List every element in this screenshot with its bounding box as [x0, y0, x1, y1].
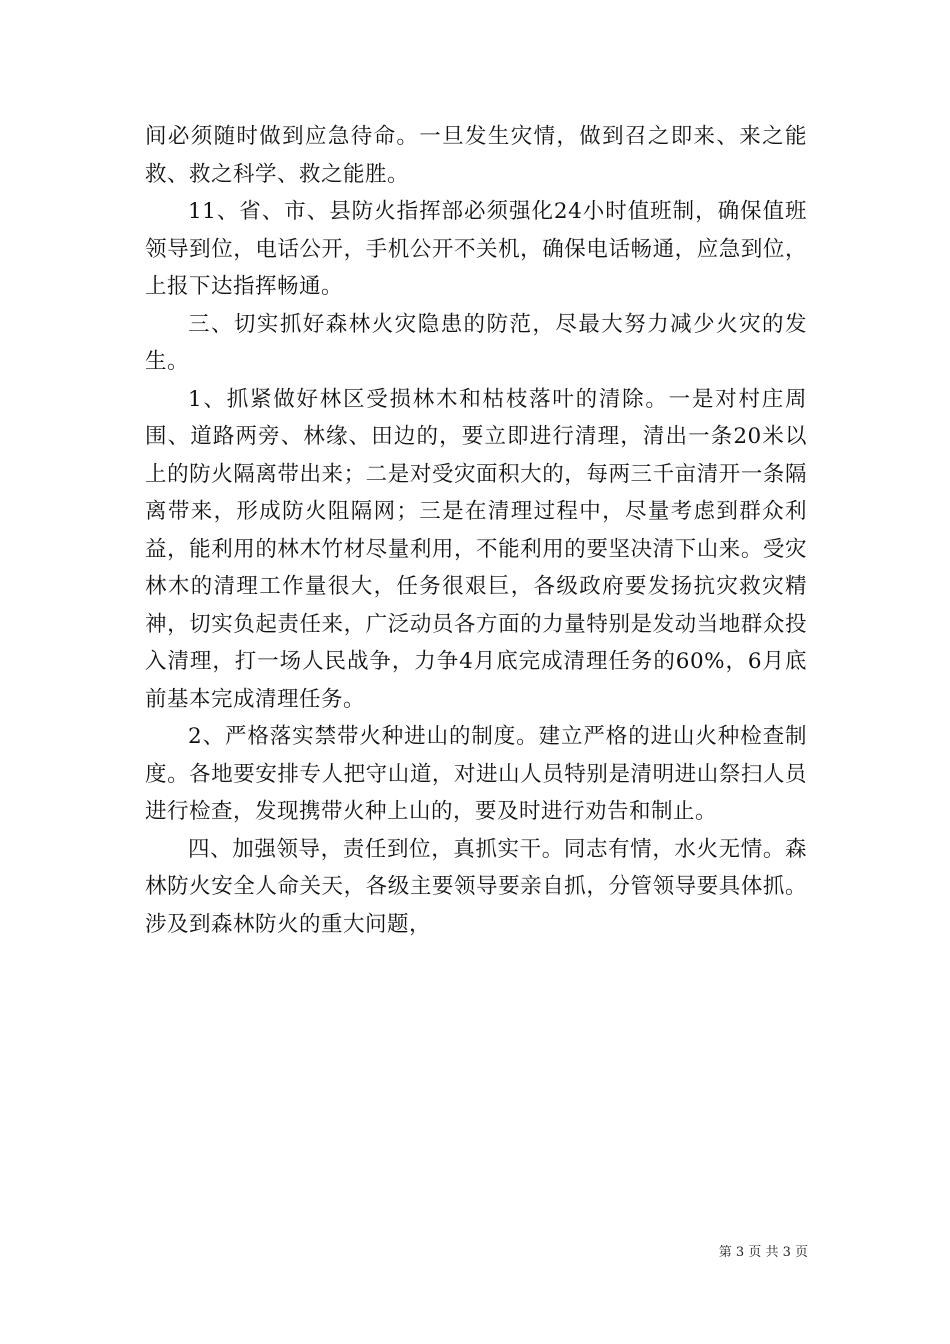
paragraph-continuation: 间必须随时做到应急待命。一旦发生灾情，做到召之即来、来之能救、救之科学、救之能胜。 — [145, 124, 807, 187]
section-heading-4: 四、加强领导，责任到位，真抓实干。同志有情，水火无情。森林防火安全人命关天，各级主要领导要亲自抓，分管领导要具体抓。涉及到森林防火的重大问题， — [145, 836, 807, 937]
body-text — [145, 118, 807, 943]
paragraph-item-2: 2、严格落实禁带火种进山的制度。建立严格的进山火种检查制度。各地要安排专人把守山道，对进山人员特别是清明进山祭扫人员进行检查，发现携带火种上山的，要及时进行劝告和制止。 — [145, 724, 807, 824]
paragraph-item-11: 11、省、市、县防火指挥部必须强化24小时值班制，确保值班领导到位，电话公开，手机公开不关机，确保电话畅通，应急到位，上报下达指挥畅通。 — [145, 199, 807, 299]
paragraph-item-1: 1、抓紧做好林区受损林木和枯枝落叶的清除。一是对村庄周围、道路两旁、林缘、田边的，要立即进行清理，清出一条20米以上的防火隔离带出来；二是对受灾面积大的，每两三千亩清开一条隔离带来，形成防火阻隔网；三是在清理过程中，尽量考虑到群众利益，能利用的林木竹材尽量利用，不能利用的要坚决清下山来。受灾林木的清理工作量很大，任务很艰巨，各级政府要发扬抗灾救灾精神，切实负起责任来，广泛动员各方面的力量特别是发动当地群众投入清理，打一场人民战争，力争4月底完成清理任务的60%，6月底前基本完成清理任务。 — [145, 386, 807, 712]
page-number-footer: 第 3 页 共 3 页 — [718, 1245, 808, 1260]
section-heading-3: 三、切实抓好森林火灾隐患的防范，尽最大努力减少火灾的发生。 — [145, 311, 807, 374]
